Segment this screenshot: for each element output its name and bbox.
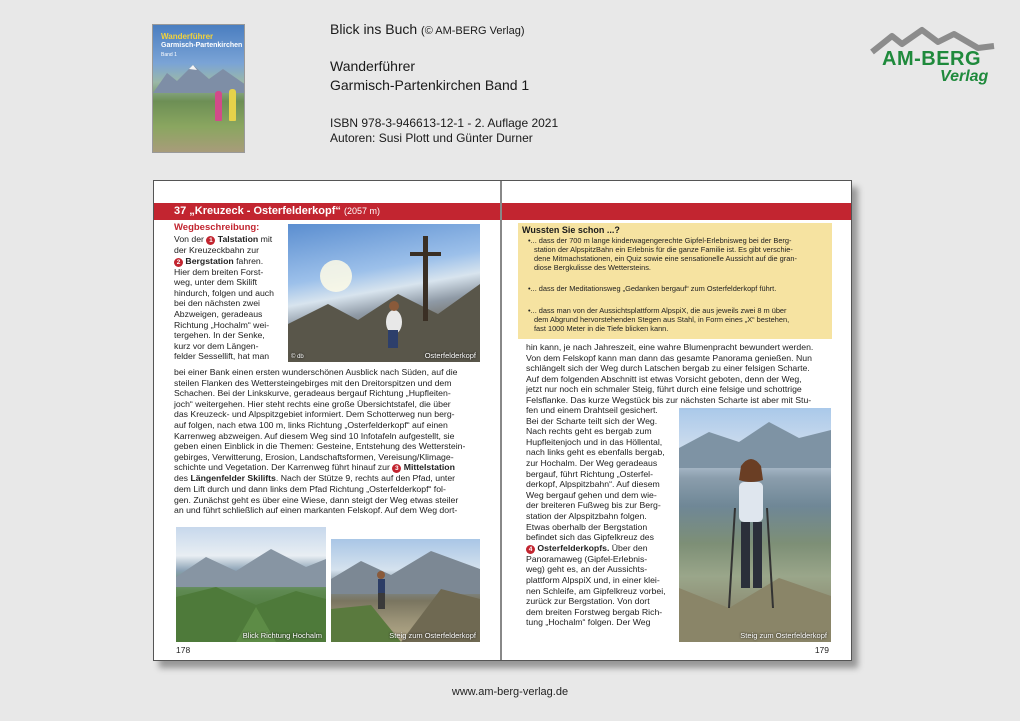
left-wide-text: [174, 367, 480, 516]
did-you-know-box: [518, 223, 832, 339]
cover-title: Garmisch-Partenkirchen: [161, 42, 243, 49]
photo-hiker-woman: [679, 408, 831, 642]
info-item: dem Abgrund hervorstehenden Stegen aus Stahl, in Form eines „X“ bestehen,: [534, 315, 790, 324]
text-line: station der Alpspitzbahn folgen.: [526, 510, 647, 521]
text-line: dem Lift durch und dann links dem Pfad Richtung „Osterfelderkopf“ fol-: [174, 483, 446, 494]
text-line: hin kann, je nach Jahreszeit, eine wahre Blumenpracht bewundert werden.: [526, 342, 814, 352]
photo-caption: Blick Richtung Hochalm: [242, 631, 322, 640]
text-line: das Kreuzeck- und Alpspitzgebiet informiert. Dem Schotterweg nun berg-: [174, 409, 455, 420]
text-line: felder Sessellift, hat man: [174, 351, 270, 362]
photo-hochalm-view: [176, 527, 326, 642]
text-line: weg, unter dem Skilift: [174, 277, 258, 288]
text-line: Etwas oberhalb der Bergstation: [526, 521, 648, 532]
text-line: Richtung „Hochalm“ wei-: [174, 319, 270, 330]
text-line: Felsflanke. Das kurze Wegstück bis zur nächsten Scharte ist aber mit Stu-: [526, 394, 812, 405]
text-line: bei den nächsten zwei: [174, 298, 260, 309]
logo-line1: AM-BERG: [882, 48, 982, 70]
right-wide-text: [526, 342, 832, 406]
station-marker-4: 4: [526, 545, 535, 554]
website-url[interactable]: www.am-berg-verlag.de: [451, 686, 569, 698]
text-line: Nach rechts geht es bergab zum: [526, 426, 652, 437]
text-line: Von dem Felskopf kann man dann das gesamte Panorama genießen. Nun: [526, 352, 812, 363]
info-title: Wussten Sie schon ...?: [522, 225, 620, 235]
text-line: Bei der Scharte teilt sich der Weg.: [526, 415, 658, 426]
text-line: weg) geht es, an der Aussichts-: [526, 564, 648, 575]
text-line: hindurch, folgen und auch: [174, 287, 274, 298]
text-line: 2 Bergstation fahren.: [174, 256, 286, 267]
text-line: nen Schleife, am Gipfelkreuz vorbei,: [526, 585, 666, 596]
text-line: tergehen. In der Senke,: [174, 330, 265, 341]
logo-line2: Verlag: [940, 68, 989, 85]
text-line: Weg bergauf gehen und dem wie-: [526, 489, 657, 500]
text-line: schichte und Vegetation. Der Karrenweg führt hinauf zur 3 Mittelstation: [174, 462, 455, 473]
book-spine: [500, 181, 502, 661]
page-number-left: 178: [176, 645, 191, 655]
text-line: Auf dem folgenden Abschnitt ist etwas Vorsicht geboten, denn der Weg,: [526, 373, 802, 384]
text-line: steilen Flanken des Wettersteingebirges mit den Dreitorspitzen und dem: [174, 377, 452, 388]
text-line: schlängelt sich der Weg durch Latschen bergab zu einer felsigen Scharte.: [526, 363, 810, 374]
text-line: fen und einem Drahtseil gesichert.: [526, 405, 658, 415]
text-line: zurück zur Bergstation. Von dort: [526, 596, 650, 607]
text-line: des Längenfelder Skilifts. Nach der Stütze 9, rechts auf den Pfad, unter: [174, 473, 456, 484]
text-line: Von der 1 Talstation mit: [174, 234, 273, 244]
book-cover-image: [152, 24, 245, 153]
page-title: Blick ins Buch (© AM-BERG Verlag): [330, 21, 525, 37]
book-series: Wanderführer: [330, 58, 416, 74]
photo-trail-hiker: [331, 539, 480, 642]
text-line: bei einer Bank einen ersten wunderschönen Ausblick nach Süden, auf die: [174, 367, 458, 377]
text-line: Hier dem breiten Forst-: [174, 266, 264, 277]
photo-caption: Steig zum Osterfelderkopf: [740, 631, 827, 640]
tour-altitude: (2057 m): [343, 206, 380, 216]
page-number-right: 179: [814, 645, 829, 655]
info-item: station der AlpspitzBahn ein Erlebnis für die ganze Familie ist. Es gibt verschie-: [534, 245, 793, 254]
left-title-bar: [154, 203, 500, 220]
left-narrow-text: [174, 234, 286, 362]
station-marker-3: 3: [392, 464, 401, 473]
right-title-bar: [502, 203, 852, 220]
photo-caption: Osterfelderkopf: [424, 351, 476, 360]
text-line: Karrenweg abzweigen. Auf diesem Weg sind 10 Infotafeln aufgestellt, sie: [174, 430, 455, 441]
station-marker-1: 1: [206, 236, 215, 245]
text-line: Panoramaweg (Gipfel-Erlebnis-: [526, 553, 648, 564]
text-line: Abzweigen, geradeaus: [174, 308, 263, 319]
info-item: •... dass der Meditationsweg „Gedanken bergauf“ zum Osterfelderkopf führt.: [528, 284, 777, 293]
text-line: tung „Hochalm“ folgen. Der Weg: [526, 617, 651, 628]
authors-line: Autoren: Susi Plott und Günter Durner: [330, 131, 533, 145]
text-line: zur Hochalm. Der Weg geradeaus: [526, 457, 658, 468]
text-line: befindet sich das Gipfelkreuz des: [526, 532, 654, 543]
text-line: auf folgen, nach etwa 100 m, links Richtung „Osterfelderkopf“ auf einen: [174, 419, 448, 430]
photo-summit-cross: [288, 224, 480, 362]
station-marker-2: 2: [174, 258, 183, 267]
info-item: •... dass man von der Aussichtsplattform AlpspiX, die aus jeweils zwei 8 m über: [528, 306, 787, 315]
text-line: joch“ weitergehen. Hier steht rechts eine große Übersichtstafel, die über: [174, 398, 451, 409]
text-line: der Kreuzeckbahn zur: [174, 245, 259, 255]
book-spread: [153, 180, 852, 661]
text-line: gebirges, Verwitterung, Erosion, Landschaftsformen, Vereisung/Klimage-: [174, 451, 454, 462]
book-title: Garmisch-Partenkirchen Band 1: [330, 77, 530, 93]
text-line: Hupfleitenjoch und in das Höllental,: [526, 436, 663, 447]
cover-hiker-2: [229, 89, 236, 121]
text-line: an und führt schließlich auf einen markanten Felskopf. Auf dem Weg dort-: [174, 505, 458, 516]
cover-band: Band 1: [161, 52, 177, 58]
text-line: kurz vor dem Längen-: [174, 340, 259, 351]
photo-credit: © db: [291, 354, 304, 360]
text-line: plattform AlpspiX und, in einer klei-: [526, 574, 660, 585]
section-title: Wegbeschreibung:: [174, 222, 260, 233]
text-line: nach links geht es ebenfalls bergab,: [526, 447, 665, 458]
am-berg-logo[interactable]: [870, 26, 996, 90]
text-line: jetzt nur noch ein schmaler Steig, führt durch eine felsige und schottrige: [526, 384, 802, 395]
info-item: diose Bergkulisse des Wettersteins.: [534, 263, 651, 272]
tour-title: 37 „Kreuzeck - Osterfelderkopf“ (2057 m): [174, 205, 380, 217]
right-narrow-text: [526, 405, 676, 628]
text-line: 4 Osterfelderkopfs. Über den: [526, 543, 676, 554]
text-line: dem breiten Forstweg bergab Rich-: [526, 606, 663, 617]
photo-caption: Steig zum Osterfelderkopf: [389, 631, 476, 640]
text-line: geben einen Einblick in die Themen: Gesteine, Entstehung des Wetterstein-: [174, 441, 466, 452]
info-item: •... dass der 700 m lange kinderwagengerechte Gipfel-Erlebnisweg bei der Berg-: [528, 236, 792, 245]
text-line: der breiteren Fußweg bis zur Berg-: [526, 500, 661, 511]
cover-hiker-1: [215, 91, 222, 121]
copyright-note: (© AM-BERG Verlag): [421, 25, 525, 37]
info-item: fast 1000 Meter in die Tiefe blicken kann.: [534, 324, 669, 333]
text-line: derkopf, Alpspitzbahn“. Auf diesem: [526, 479, 660, 490]
cover-series: Wanderführer: [161, 32, 214, 41]
info-item: dene Mitmachstationen, ein Quiz sowie eine sensationelle Aussicht auf die gran-: [534, 254, 797, 263]
text-line: bergauf, führt Richtung „Osterfel-: [526, 468, 653, 479]
text-line: gen. Zunächst geht es über eine Wiese, dann steigt der Weg etwas steiler: [174, 494, 459, 505]
isbn-line: ISBN 978-3-946613-12-1 - 2. Auflage 2021: [330, 116, 559, 130]
text-line: Schachen. Bei der Linkskurve, geradeaus bergauf Richtung „Hupfleiten-: [174, 388, 451, 399]
